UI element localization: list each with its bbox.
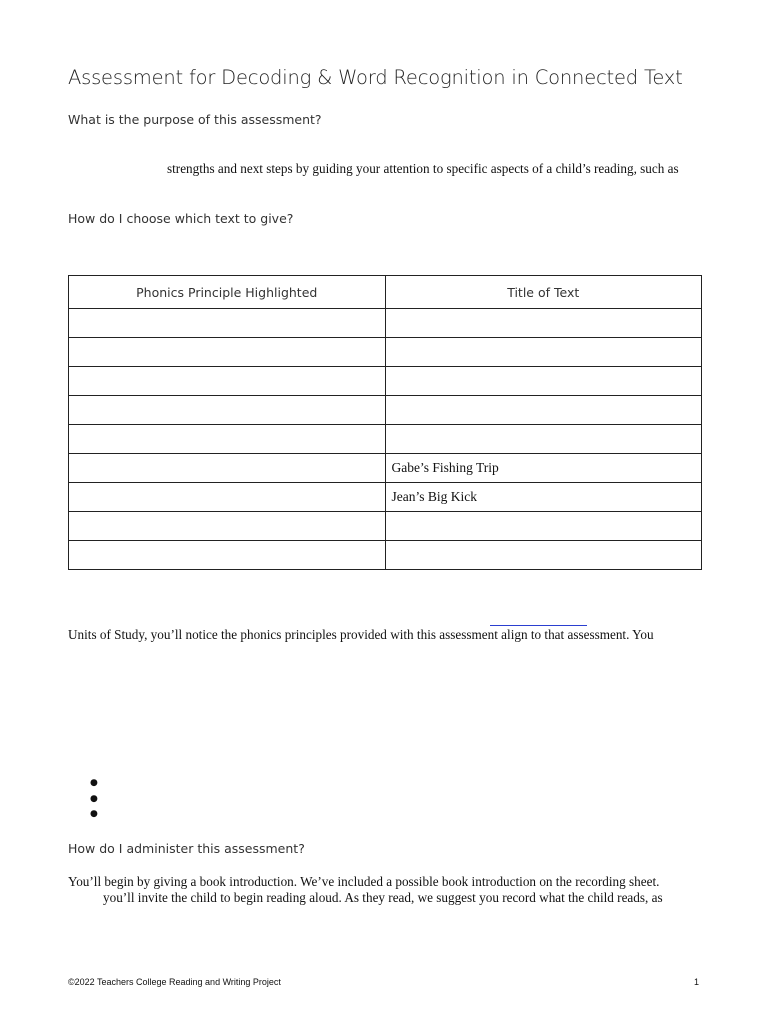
administer-text-line-1: You’ll begin by giving a book introduction. We’ve included a possible book introduction on the recording sheet.	[68, 874, 660, 889]
table-cell-phonics	[69, 512, 386, 541]
table-cell-title	[385, 367, 702, 396]
units-of-study-text: Units of Study, you’ll notice the phonics principles provided with this assessment align to that assessment. You	[68, 627, 654, 642]
purpose-text: strengths and next steps by guiding your attention to specific aspects of a child’s reading, such as	[167, 161, 679, 176]
footer-copyright: ©2022 Teachers College Reading and Writing Project	[68, 977, 281, 987]
table-cell-title	[385, 541, 702, 570]
purpose-question: What is the purpose of this assessment?	[68, 112, 322, 127]
administer-question: How do I administer this assessment?	[68, 841, 305, 856]
table-row	[69, 512, 702, 541]
table-cell-phonics	[69, 309, 386, 338]
table-cell-title	[385, 396, 702, 425]
bullet-point: ●	[90, 809, 98, 819]
table-header-row	[69, 276, 702, 309]
table-cell-phonics	[69, 396, 386, 425]
table-cell-title: Jean’s Big Kick	[385, 483, 702, 512]
table-row	[69, 541, 702, 570]
phonics-table	[68, 275, 702, 570]
column-header-phonics: Phonics Principle Highlighted	[69, 276, 386, 309]
table-cell-title	[385, 512, 702, 541]
bullet-point: ●	[90, 778, 98, 788]
table-cell-phonics	[69, 541, 386, 570]
page-title: Assessment for Decoding & Word Recognition in Connected Text	[68, 66, 683, 89]
column-header-title: Title of Text	[385, 276, 702, 309]
table-row	[69, 425, 702, 454]
table-row	[69, 483, 702, 512]
choose-text-question: How do I choose which text to give?	[68, 211, 294, 226]
table-row	[69, 338, 702, 367]
table-row	[69, 396, 702, 425]
table-cell-phonics	[69, 425, 386, 454]
table-cell-title: Gabe’s Fishing Trip	[385, 454, 702, 483]
hyperlink-underline[interactable]	[490, 625, 587, 626]
table-cell-title	[385, 338, 702, 367]
table-cell-phonics	[69, 483, 386, 512]
bullet-point: ●	[90, 794, 98, 804]
table-row	[69, 309, 702, 338]
table-cell-title	[385, 425, 702, 454]
table-cell-phonics	[69, 338, 386, 367]
table-cell-phonics	[69, 367, 386, 396]
table-row	[69, 367, 702, 396]
table-cell-title	[385, 309, 702, 338]
table-cell-phonics	[69, 454, 386, 483]
administer-text-line-2: you’ll invite the child to begin reading aloud. As they read, we suggest you record what the child reads, as	[103, 890, 663, 905]
table-row	[69, 454, 702, 483]
page-number: 1	[694, 977, 700, 987]
